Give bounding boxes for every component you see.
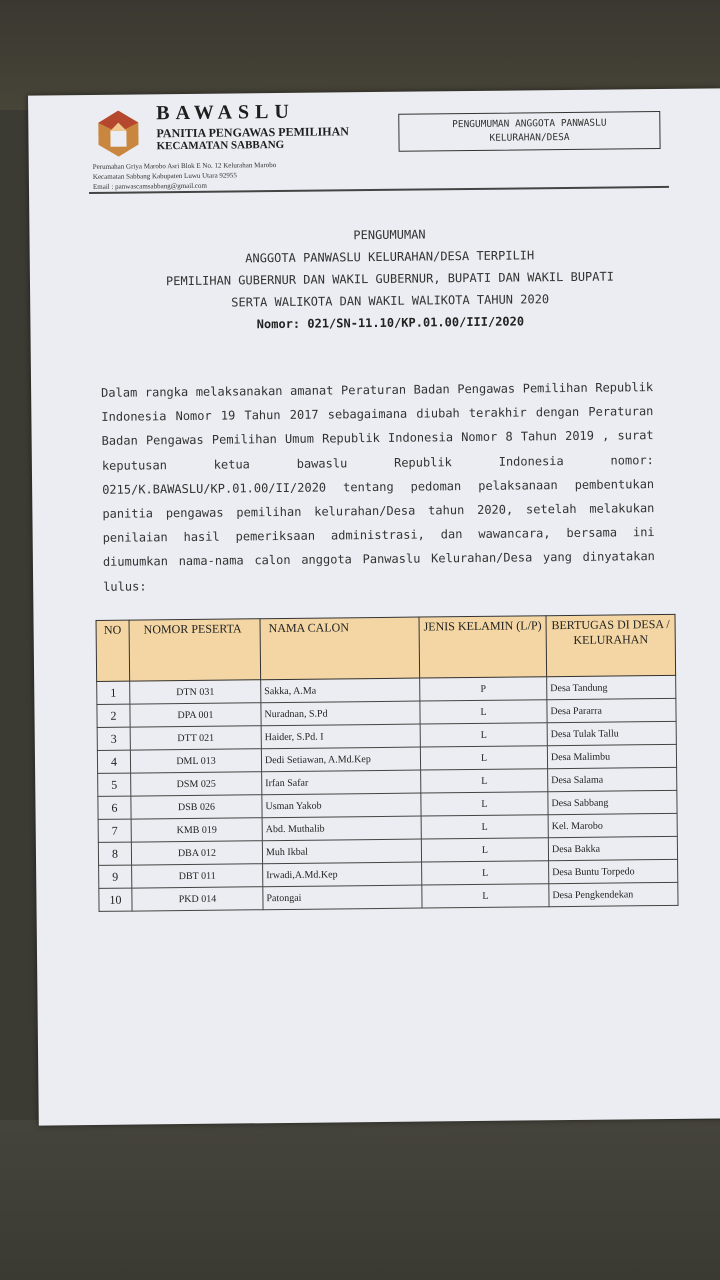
table-header-row (96, 614, 676, 681)
cell-nomor-peserta: DBA 012 (131, 841, 262, 865)
cell-jenis-kelamin: L (420, 700, 547, 724)
cell-no: 8 (98, 842, 131, 865)
col-header-nomor-peserta: NOMOR PESERTA (129, 619, 261, 681)
doc-title: PENGUMUMAN (353, 227, 426, 243)
doc-subtitle: ANGGOTA PANWASLU KELURAHAN/DESA TERPILIH (245, 248, 535, 266)
cell-no: 5 (98, 773, 131, 796)
cell-jenis-kelamin: L (421, 792, 548, 816)
cell-nama-calon: Usman Yakob (262, 793, 421, 818)
box-line: PENGUMUMAN ANGGOTA PANWASLU (452, 117, 607, 131)
cell-no: 6 (98, 796, 131, 819)
cell-jenis-kelamin: L (422, 861, 549, 885)
cell-no: 4 (97, 750, 130, 773)
cell-jenis-kelamin: L (421, 815, 548, 839)
cell-nomor-peserta: DML 013 (130, 749, 261, 773)
cell-no: 9 (99, 865, 132, 888)
cell-desa: Desa Tulak Tallu (547, 721, 676, 745)
cell-nama-calon: Patongai (263, 885, 422, 910)
box-line: KELURAHAN/DESA (489, 131, 570, 144)
cell-desa: Desa Salama (548, 767, 677, 791)
cell-no: 7 (98, 819, 131, 842)
cell-desa: Desa Pengkendekan (549, 882, 678, 906)
doc-number: Nomor: 021/SN-11.10/KP.01.00/III/2020 (256, 314, 525, 332)
cell-nomor-peserta: DSM 025 (131, 772, 262, 796)
cell-nomor-peserta: DBT 011 (132, 864, 263, 888)
table-row (99, 882, 678, 911)
cell-nama-calon: Dedi Setiawan, A.Md.Kep (261, 747, 420, 772)
cell-no: 2 (97, 704, 130, 727)
cell-jenis-kelamin: P (420, 677, 547, 701)
table-body (97, 675, 678, 911)
cell-nomor-peserta: DTN 031 (130, 680, 261, 704)
org-subtitle: PANITIA PENGAWAS PEMILIHAN (156, 124, 349, 141)
org-district: KECAMATAN SABBANG (156, 138, 285, 153)
announcement-label-box (398, 111, 660, 152)
cell-nama-calon: Nuradnan, S.Pd (261, 701, 420, 726)
cell-desa: Desa Sabbang (548, 790, 677, 814)
candidates-table (96, 614, 679, 912)
cell-desa: Desa Buntu Torpedo (549, 859, 678, 883)
col-header-nama-calon: NAMA CALON (260, 617, 420, 680)
cell-jenis-kelamin: L (420, 723, 547, 747)
cell-no: 1 (97, 681, 130, 704)
bawaslu-logo-icon (96, 108, 141, 158)
cell-nama-calon: Abd. Muthalib (262, 816, 421, 841)
cell-nomor-peserta: DSB 026 (131, 795, 262, 819)
cell-jenis-kelamin: L (422, 884, 549, 908)
col-header-jenis-kelamin: JENIS KELAMIN (L/P) (419, 616, 547, 678)
background-bottom (0, 1120, 720, 1280)
cell-desa: Desa Pararra (547, 698, 676, 722)
cell-jenis-kelamin: L (421, 769, 548, 793)
cell-desa: Kel. Marobo (548, 813, 677, 837)
cell-no: 3 (97, 727, 130, 750)
cell-nomor-peserta: DTT 021 (130, 726, 261, 750)
cell-desa: Desa Malimbu (547, 744, 676, 768)
cell-nama-calon: Irfan Safar (262, 770, 421, 795)
body-paragraph: Dalam rangka melaksanakan amanat Peraturan Badan Pengawas Pemilihan Republik Indonesia Nomor 19 Tahun 2017 sebagaimana diubah terakhir dengan Peraturan Badan Pengawas Pemilihan Umum Republik Indonesia Nomor 8 Tahun 2019 , surat keputusan ketua bawaslu Republik Indonesia nomor: 0215/K.BAWASLU/KP.01.00/II/2020 tentang pedoman pelaksanaan pembentukan panitia pengawas pemilihan kelurahan/Desa tahun 2020, setelah melakukan penilaian hasil pemeriksaan administrasi, dan wawancara, bersama ini diumumkan nama-nama calon anggota Panwaslu Kelurahan/Desa yang dinyatakan lulus: (101, 380, 655, 594)
col-header-no: NO (96, 620, 130, 681)
email-line: Email : panwascamsabbang@gmail.com (92, 181, 207, 191)
cell-nama-calon: Irwadi,A.Md.Kep (263, 862, 422, 887)
address-line: Perumahan Griya Marobo Asri Blok E No. 12 Kelurahan Marobo (92, 161, 277, 171)
col-header-bertugas: BERTUGAS DI DESA / KELURAHAN (546, 614, 676, 676)
address-line: Kecamatan Sabbang Kabupaten Luwu Utara 92955 (92, 171, 237, 181)
cell-jenis-kelamin: L (420, 746, 547, 770)
org-name: BAWASLU (156, 100, 296, 125)
cell-nomor-peserta: DPA 001 (130, 703, 261, 727)
cell-jenis-kelamin: L (421, 838, 548, 862)
cell-nama-calon: Muh Ikbal (262, 839, 421, 864)
cell-nama-calon: Haider, S.Pd. I (261, 724, 420, 749)
doc-subtitle: SERTA WALIKOTA DAN WAKIL WALIKOTA TAHUN 2020 (231, 292, 550, 310)
cell-no: 10 (99, 888, 132, 911)
cell-desa: Desa Bakka (548, 836, 677, 860)
announcement-paper (28, 88, 720, 1125)
doc-subtitle: PEMILIHAN GUBERNUR DAN WAKIL GUBERNUR, BUPATI DAN WAKIL BUPATI (165, 269, 614, 289)
cell-desa: Desa Tandung (547, 675, 676, 699)
cell-nomor-peserta: KMB 019 (131, 818, 262, 842)
cell-nomor-peserta: PKD 014 (132, 887, 263, 911)
cell-nama-calon: Sakka, A.Ma (261, 678, 420, 703)
